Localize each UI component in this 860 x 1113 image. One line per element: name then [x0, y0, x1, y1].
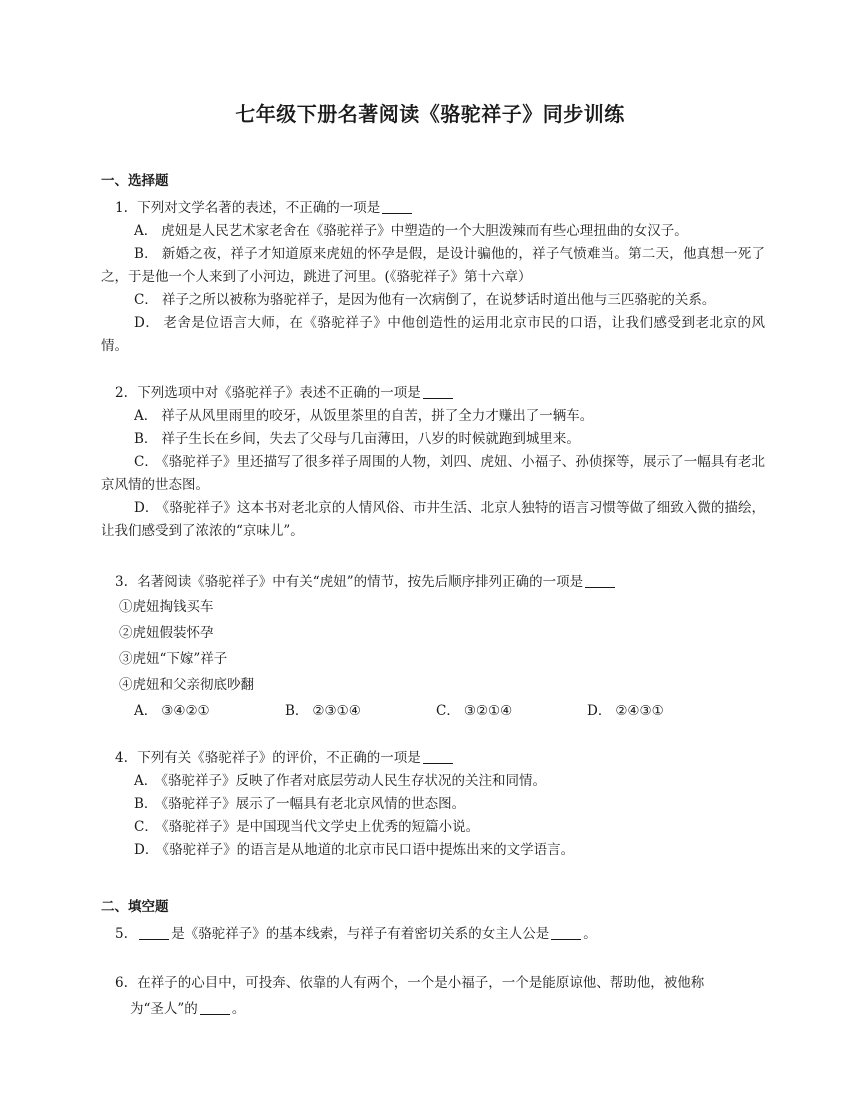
option-d: D． ②④③①: [587, 703, 664, 719]
document-title: 七年级下册名著阅读《骆驼祥子》同步训练: [235, 102, 625, 126]
question-3-stem: [101, 571, 765, 594]
option-c: C． 祥子之所以被称为骆驼祥子，是因为他有一次病倒了，在说梦话时道出他与三匹骆驼的关系。: [134, 292, 716, 308]
question-text: 下列有关《骆驼祥子》的评价，不正确的一项是: [137, 750, 421, 766]
question-6: [101, 970, 765, 1022]
option-b: B． 祥子生长在乡间，失去了父母与几亩薄田，八岁的时候就跑到城里来。: [134, 431, 580, 447]
question-6-line-2: 为“圣人”的 。: [130, 1001, 246, 1017]
option-b: B． ②③①④: [285, 703, 361, 719]
option-b: B． 《骆驼祥子》展示了一幅具有老北京风情的世态图。: [134, 796, 466, 812]
option-c: C． ③②①④: [436, 703, 513, 719]
inline-options: [101, 698, 765, 724]
option-a: A． ③④②①: [134, 703, 210, 719]
question-5-stem: 5. 是《骆驼祥子》的基本线索，与祥子有着密切关系的女主人公是 。: [101, 923, 765, 946]
option-d: D． 《骆驼祥子》这本书对老北京的人情风俗、市井生活、北京人独特的语言习惯等做了细致入微的描绘，让我们感受到了浓浓的“京味儿”。: [101, 500, 766, 539]
answer-blank: [585, 573, 615, 588]
option-d: D． 老舍是位语言大师，在《骆驼祥子》中他创造性的运用北京市民的口语，让我们感受到老北京的风情。: [101, 315, 766, 354]
question-text: 名著阅读《骆驼祥子》中有关“虎妞”的情节，按先后顺序排列正确的一项是: [137, 574, 584, 590]
question-4-stem: [101, 747, 765, 770]
answer-blank: [200, 1000, 230, 1015]
question-text: 是《骆驼祥子》的基本线索，与祥子有着密切关系的女主人公是: [171, 926, 550, 942]
question-number: 6.: [115, 975, 128, 991]
answer-blank: [423, 749, 453, 764]
question-number: 5.: [115, 926, 128, 942]
question-6-line-1: [101, 970, 765, 996]
question-5: [101, 923, 765, 946]
question-text: 下列选项中对《骆驼祥子》表述不正确的一项是: [137, 385, 421, 401]
question-3: [101, 571, 765, 724]
question-number: 4.: [115, 750, 128, 766]
option-a: A． 虎妞是人民艺术家老舍在《骆驼祥子》中塑造的一个大胆泼辣而有些心理扭曲的女汉子。: [134, 223, 688, 239]
question-4: [101, 747, 765, 862]
answer-blank: [423, 384, 453, 399]
answer-blank: [382, 199, 412, 214]
section-heading-choice: 一、选择题: [101, 173, 169, 189]
section-heading-fill: 二、填空题: [101, 899, 169, 915]
option-a: A． 《骆驼祥子》反映了作者对底层劳动人民生存状况的关注和同情。: [134, 773, 546, 789]
event-item: ②虎妞假装怀孕: [119, 625, 214, 641]
event-item: ①虎妞掏钱买车: [119, 599, 214, 615]
question-number: 1.: [115, 200, 128, 216]
question-1: [101, 197, 765, 358]
option-c: C． 《骆驼祥子》是中国现当代文学史上优秀的短篇小说。: [134, 819, 480, 835]
question-text: 下列对文学名著的表述，不正确的一项是: [137, 200, 381, 216]
option-c: C． 《骆驼祥子》里还描写了很多祥子周围的人物，刘四、虎妞、小福子、孙侦探等，展示了一幅具有老北京风情的世态图。: [101, 454, 765, 493]
answer-blank: [551, 925, 581, 940]
question-2-stem: [101, 382, 765, 405]
option-d: D． 《骆驼祥子》的语言是从地道的北京市民口语中提炼出来的文学语言。: [134, 842, 575, 858]
event-item: ④虎妞和父亲彻底吵翻: [119, 677, 254, 693]
option-a: A． 祥子从风里雨里的咬牙，从饭里茶里的自苦，拼了全力才赚出了一辆车。: [134, 408, 594, 424]
question-2: [101, 382, 765, 543]
question-number: 2.: [115, 385, 128, 401]
event-item: ③虎妞“下嫁”祥子: [119, 651, 228, 667]
question-text: 在祥子的心目中，可投奔、依靠的人有两个，一个是小福子，一个是能原谅他、帮助他，被他称: [137, 975, 705, 991]
question-number: 3.: [115, 574, 128, 590]
answer-blank: [139, 925, 169, 940]
option-b: B． 新婚之夜，祥子才知道原来虎妞的怀孕是假，是设计骗他的，祥子气愤难当。第二天，他真想一死了之，于是他一个人来到了小河边，跳进了河里。(《骆驼祥子》第十六章）: [101, 246, 766, 285]
question-1-stem: [101, 197, 765, 220]
